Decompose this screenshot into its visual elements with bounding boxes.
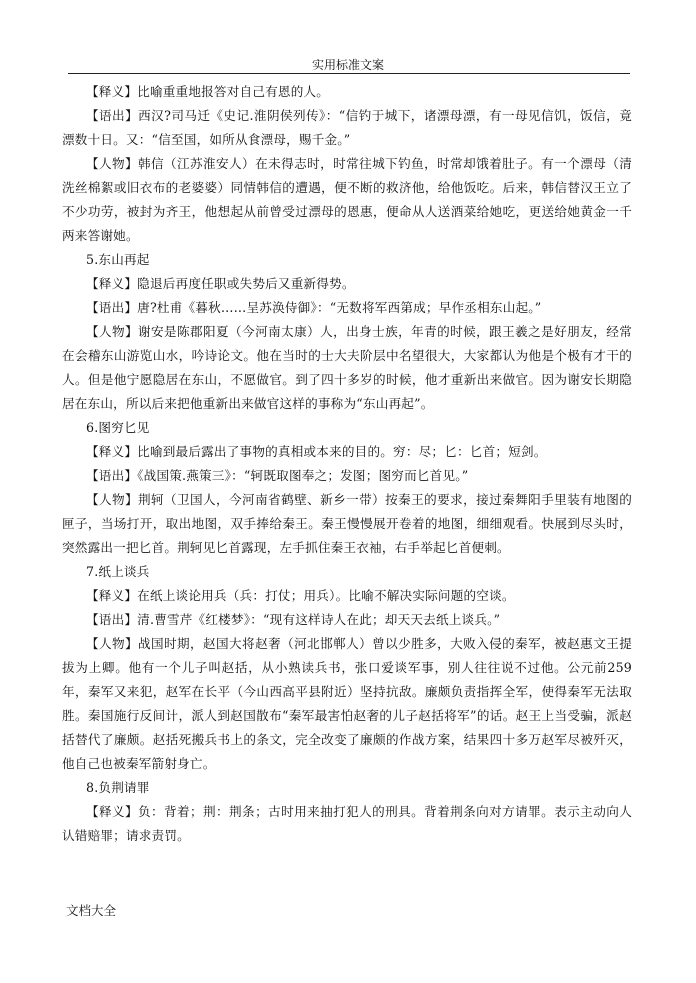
document-body bbox=[62, 80, 632, 848]
page-header: 实用标准文案 bbox=[311, 58, 384, 72]
header-rule bbox=[68, 73, 630, 74]
section-heading-5: 5.东山再起 bbox=[86, 252, 150, 267]
section-heading-6: 6.图穷匕见 bbox=[86, 420, 150, 435]
paragraph-source-5: 【语出】唐?杜甫《暮秋……呈苏涣侍御》：“无数将军西第成；早作丞相东山起。” bbox=[86, 300, 542, 315]
paragraph-explanation-7: 【释义】在纸上谈论用兵（兵：打仗；用兵）。比喻不解决实际问题的空谈。 bbox=[86, 588, 515, 603]
paragraph-figure-5: 【人物】谢安是陈郡阳夏（今河南太康）人，出身士族，年青的时候，跟王羲之是好朋友，经常在会稽东山游览山水，吟诗论文。他在当时的士大夫阶层中名望很大，大家都认为他是个极有才干的人。但是他宁愿隐居在东山，不愿做官。到了四十多岁的时候，他才重新出来做官。因为谢安长期隐居在东山，所以后来把他重新出来做官这样的事称为“东山再起”。 bbox=[62, 324, 632, 411]
paragraph-explanation-1: 【释义】比喻重重地报答对自己有恩的人。 bbox=[86, 84, 330, 99]
paragraph-explanation-8: 【释义】负：背着；荆：荆条；古时用来抽打犯人的刑具。背着荆条向对方请罪。表示主动向人认错赔罪；请求责罚。 bbox=[62, 804, 632, 843]
paragraph-explanation-6: 【释义】比喻到最后露出了事物的真相或本来的目的。穷：尽；匕：匕首；短剑。 bbox=[86, 444, 547, 459]
paragraph-figure-6: 【人物】荆轲（卫国人，今河南省鹤壁、新乡一带）按秦王的要求，接过秦舞阳手里装有地图的匣子，当场打开，取出地图，双手捧给秦王。秦王慢慢展开卷着的地图，细细观看。快展到尽头时，突然露出一把匕首。荆轲见匕首露现，左手抓住秦王衣袖，右手举起匕首便刺。 bbox=[62, 492, 632, 555]
paragraph-source-6: 【语出】《战国策.燕策三》：“轲既取图奉之；发图；图穷而匕首见。” bbox=[86, 468, 469, 483]
section-heading-8: 8.负荆请罪 bbox=[86, 780, 150, 795]
paragraph-figure-7: 【人物】战国时期，赵国大将赵奢（河北邯郸人）曾以少胜多，大败入侵的秦军，被赵惠文王提拔为上卿。他有一个儿子叫赵括，从小熟读兵书，张口爱谈军事，别人往往说不过他。公元前259年，秦军又来犯，赵军在长平（今山西高平县附近）坚持抗敌。廉颇负责指挥全军，使得秦军无法取胜。秦国施行反间计，派人到赵国散布“秦军最害怕赵奢的儿子赵括将军”的话。赵王上当受骗，派赵括替代了廉颇。赵括死搬兵书上的条文，完全改变了廉颇的作战方案，结果四十多万赵军尽被歼灭，他自己也被秦军箭射身亡。 bbox=[62, 636, 632, 771]
paragraph-source-1: 【语出】西汉?司马迁《史记.淮阴侯列传》：“信钓于城下，诸漂母漂，有一母见信饥，饭信，竟漂数十日。又：“信至国，如所从食漂母，赐千金。” bbox=[62, 108, 632, 147]
section-heading-7: 7.纸上谈兵 bbox=[86, 564, 150, 579]
page-footer: 文档大全 bbox=[66, 903, 117, 918]
paragraph-explanation-5: 【释义】隐退后再度任职或失势后又重新得势。 bbox=[86, 276, 355, 291]
paragraph-figure-1: 【人物】韩信（江苏淮安人）在未得志时，时常往城下钓鱼，时常却饿着肚子。有一个漂母（清洗丝棉絮或旧衣布的老婆婆）同情韩信的遭遇，便不断的救济他，给他饭吃。后来，韩信替汉王立了不少功劳，被封为齐王，他想起从前曾受过漂母的恩惠，便命从人送酒菜给她吃，更送给她黄金一千两来答谢她。 bbox=[62, 156, 632, 243]
paragraph-source-7: 【语出】清.曹雪芹《红楼梦》：“现有这样诗人在此；却天天去纸上谈兵。” bbox=[86, 612, 501, 627]
